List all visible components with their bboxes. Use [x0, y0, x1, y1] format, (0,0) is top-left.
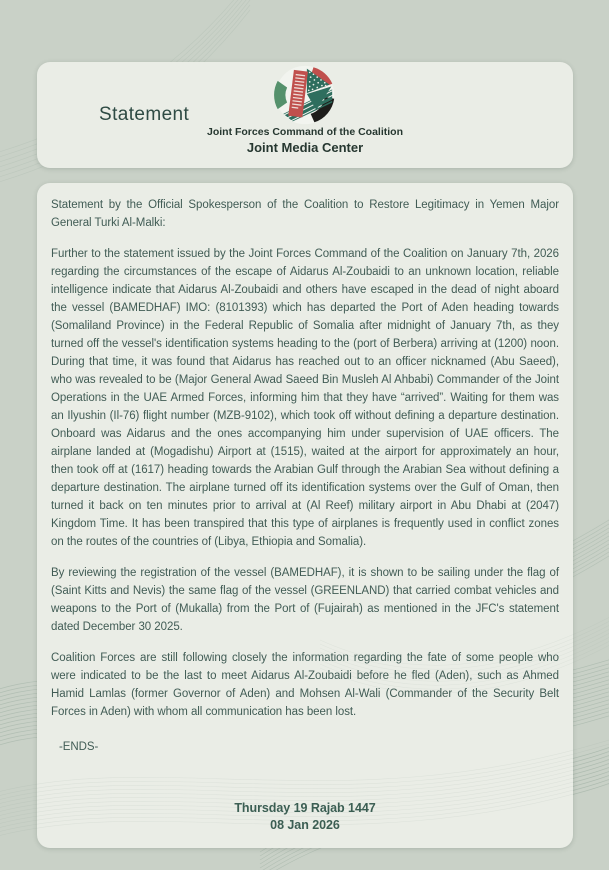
statement-intro-paragraph: Statement by the Official Spokesperson of the Coalition to Restore Legitimacy in Yemen Major General Turki Al-Malki: — [51, 199, 559, 229]
hijri-date: Thursday 19 Rajab 1447 — [234, 801, 376, 815]
ends-marker: -ENDS- — [59, 741, 99, 753]
statement-paragraph: Further to the statement issued by the Joint Forces Command of the Coalition on January 7th, 2026 regarding the circumstances of the escape of Aidarus Al-Zoubaidi to an unknown location, reliable intelligence indicate that Aidarus Al-Zoubaidi and others have escaped in the dead of night aboard the vessel (BAMEDHAF) IMO: (8101393) which has departed the Port of Aden heading towards (Somaliland Province) in the Federal Republic of Somalia after midnight of January 7th, as they turned off the vessel's identification systems heading to the (port of Berbera) arriving at (1200) noon. During that time, it was found that Aidarus has reached out to an officer nicknamed (Abu Saeed), who was revealed to be (Major General Awad Saeed Bin Musleh Al Ahbabi) Commander of the Joint Operations in the UAE Armed Forces, informing him that they have “arrived”. Waiting for them was an Ilyushin (Il-76) flight number (MZB-9102), which took off without defining a departure destination. Onboard was Aidarus and the ones accompanying him under supervision of UAE officers. The airplane landed at (Mogadishu) Airport at (1515), waited at the airport for approximately an hour, then took off at (1617) heading towards the Arabian Gulf through the Arabian Sea without defining a departure destination. The airplane turned off its identification systems over the Gulf of Oman, then turned it back on ten minutes prior to arrival at (Al Reef) military airport in Abu Dhabi at (2047) Kingdom Time. It has been transpired that this type of airplanes is frequently used in conflict zones on the routes of the countries of (Libya, Ethiopia and Somalia). — [51, 248, 559, 548]
header-card — [37, 62, 573, 168]
header-brand-block — [145, 62, 465, 155]
statement-content — [37, 183, 573, 848]
org-name-label: Joint Forces Command of the Coalition — [206, 126, 403, 138]
coalition-emblem-logo — [272, 63, 338, 127]
statement-paragraph: Coalition Forces are still following closely the information regarding the fate of some people who were indicated to be the last to meet Aidarus Al-Zoubaidi before he fled (Aden), such as Ahmed Hamid Lamlas (former Governor of Aden) and Mohsen Al-Wali (Commander of the Security Belt Forces in Aden) with whom all communication has been lost. — [51, 652, 559, 718]
date-block — [51, 800, 559, 836]
page-title: Statement — [99, 104, 190, 125]
statement-paragraph: By reviewing the registration of the vessel (BAMEDHAF), it is shown to be sailing under the flag of (Saint Kitts and Nevis) the same flag of the vessel (GREENLAND) that carried combat vehicles and weapons to the Port of (Mukalla) from the Port of (Fujairah) as mentioned in the JFC's statement dated December 30 2025. — [51, 567, 559, 633]
gregorian-date: 08 Jan 2026 — [270, 818, 340, 832]
statement-card — [37, 183, 573, 848]
media-center-label: Joint Media Center — [246, 140, 364, 155]
